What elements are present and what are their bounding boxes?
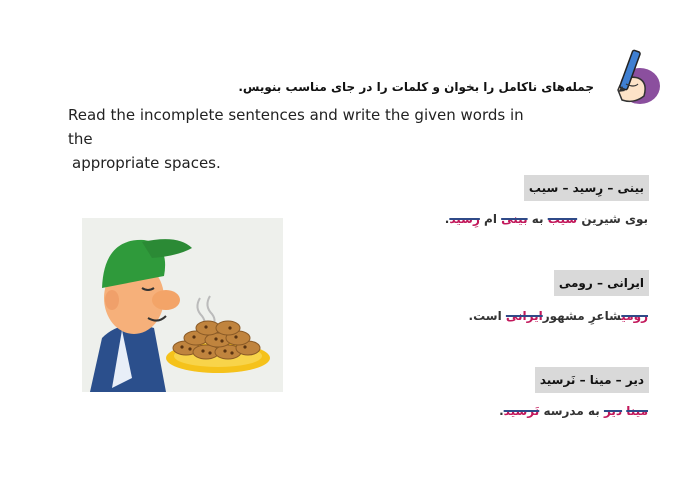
- writing-hand-pencil-icon: [604, 44, 660, 108]
- sentence-1-end: .: [444, 212, 450, 226]
- answer-word: سیب: [547, 212, 578, 226]
- sentence-1: [445, 212, 648, 226]
- instruction-persian: جمله‌های ناکامل را بخوان و کلمات را در جای مناسب بنویس.: [238, 80, 594, 94]
- answer-word: بینی: [501, 212, 528, 226]
- sentence-3-text-a: به مدرسه: [539, 404, 604, 418]
- answer-word: ایرانی: [505, 309, 543, 323]
- sentence-1-text-c: ام: [479, 212, 502, 226]
- answer-word: مینا: [626, 404, 648, 418]
- instruction-english-line2: appropriate spaces.: [72, 154, 221, 172]
- boy-smelling-cookies-illustration: [82, 218, 283, 392]
- answer-word: دیر: [603, 404, 623, 418]
- word-bank-3: دیر – مینا – نَرسید: [535, 367, 649, 393]
- sentence-1-text-a: بوی شیرین: [577, 212, 648, 226]
- answer-word: رِسید: [449, 212, 480, 226]
- answer-word: رومی: [621, 309, 648, 323]
- instruction-english-line1: Read the incomplete sentences and write the given words in the: [68, 106, 524, 148]
- sentence-2: [469, 309, 648, 323]
- sentence-2-text-b: است.: [468, 309, 506, 323]
- sentence-3-end: .: [499, 404, 504, 418]
- word-bank-2: ایرانی – رومی: [554, 270, 649, 296]
- sentence-1-text-b: به: [527, 212, 548, 226]
- sentence-2-text-a: شاعرِ مشهور: [542, 309, 622, 323]
- word-bank-1: بینی – رِسید – سیب: [524, 175, 649, 201]
- instruction-english: [68, 103, 548, 175]
- sentence-3: [499, 404, 648, 418]
- answer-word: نَرسید: [503, 404, 540, 418]
